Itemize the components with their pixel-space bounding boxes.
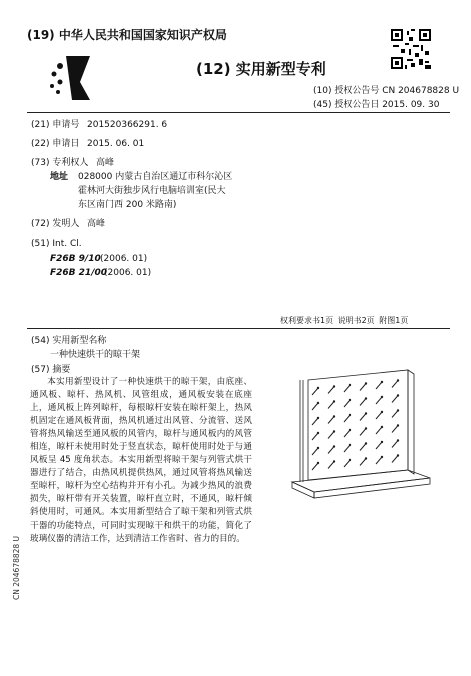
peg-joint xyxy=(317,447,319,449)
peg-joint xyxy=(333,400,335,402)
inventor-label: (72) 发明人 xyxy=(31,219,80,229)
peg-joint xyxy=(317,462,319,464)
peg-joint xyxy=(317,432,319,434)
drying-peg xyxy=(328,387,334,394)
peg-joint xyxy=(317,417,319,419)
abstract-text: 本实用新型设计了一种快速烘干的晾干架，由底座、通风板、晾杆、热风机、风管组成，通风板安装在底座上，通风板上阵列晾杆，每根晾杆安装在晾杆架上，热风机固定在通风板背面，热风机通过出风管、分流管、送风管将热风输送至通风板的风管内，晾杆与通风板内的风管相连，晾杆未使用时处于竖直状态，晾杆使用时处于与通风板呈 45 度角状态。本实用新型将晾干架与列管式烘干器进行了结合，由热风机提供热风，通过风管将热风输送至晾杆，晾杆为空心结构并开有小孔。为减少热风的浪费损失，晾杆带有开关装置，晾杆直立时，不通风，晾杆倾斜使用时，可通风。本实用新型结合了晾干架和列管式烘干器的功能特点，可同时实现晾干和烘干的功能，简化了玻璃仪器的清洁工作，达到清洁工作省时、省力的目的。 xyxy=(30,377,252,544)
drying-peg xyxy=(312,463,318,470)
peg-joint xyxy=(381,396,383,398)
drying-peg xyxy=(376,412,382,419)
drying-peg xyxy=(360,384,366,391)
cnipa-logo-icon xyxy=(46,52,106,104)
pub-number: (10) 授权公告号 CN 204678828 U xyxy=(313,86,460,96)
peg-joint xyxy=(381,456,383,458)
peg-joint xyxy=(397,409,399,411)
drying-peg xyxy=(344,400,350,407)
drying-peg xyxy=(344,460,350,467)
utility-title: 一种快速烘干的晾干架 xyxy=(50,350,141,360)
peg-joint xyxy=(333,445,335,447)
drying-peg xyxy=(344,445,350,452)
peg-joint xyxy=(317,387,319,389)
drying-peg xyxy=(392,426,398,433)
owner-label: (73) 专利权人 xyxy=(31,158,89,168)
drying-peg xyxy=(392,456,398,463)
peg-joint xyxy=(365,427,367,429)
base-front xyxy=(314,478,430,498)
peg-joint xyxy=(349,429,351,431)
peg-joint xyxy=(381,411,383,413)
drying-peg xyxy=(392,381,398,388)
drying-peg xyxy=(344,385,350,392)
peg-joint xyxy=(333,430,335,432)
ventilation-board-edge xyxy=(408,370,414,474)
drying-peg xyxy=(312,418,318,425)
drying-peg xyxy=(376,457,382,464)
address-label: 地址 xyxy=(50,172,69,182)
peg-joint xyxy=(333,415,335,417)
app-number-label: (21) 申请号 xyxy=(31,120,80,130)
office-name: (19) 中华人民共和国国家知识产权局 xyxy=(27,28,227,42)
base xyxy=(292,470,430,492)
abstract-label: (57) 摘要 xyxy=(31,365,71,375)
peg-joint xyxy=(349,414,351,416)
pub-date: (45) 授权公告日 2015. 09. 30 xyxy=(313,100,440,110)
drying-peg xyxy=(312,433,318,440)
drying-rack-figure xyxy=(278,368,438,500)
peg-joint xyxy=(381,441,383,443)
drying-peg xyxy=(376,397,382,404)
drying-peg xyxy=(360,399,366,406)
drying-peg xyxy=(392,441,398,448)
drying-peg xyxy=(360,429,366,436)
peg-joint xyxy=(365,382,367,384)
intcl-label: (51) Int. Cl. xyxy=(31,239,82,249)
base-side xyxy=(292,482,314,498)
qr-code-icon xyxy=(391,29,431,69)
drying-peg xyxy=(344,430,350,437)
drying-peg xyxy=(312,388,318,395)
side-pub-number: CN 204678828 U xyxy=(12,535,21,600)
peg-joint xyxy=(365,397,367,399)
inventor: 高峰 xyxy=(87,219,106,229)
address-line: 东区南门西 200 米路南) xyxy=(78,200,177,210)
peg-joint xyxy=(381,426,383,428)
peg-joint xyxy=(333,460,335,462)
drying-peg xyxy=(376,382,382,389)
drying-peg xyxy=(328,447,334,454)
intcl-code: F26B 9/10 xyxy=(50,254,101,264)
peg-joint xyxy=(365,442,367,444)
address-line: 028000 内蒙古自治区通辽市科尔沁区 xyxy=(78,172,233,182)
address-line: 霍林河大街独步风行电脑培训室(民大 xyxy=(78,186,226,196)
peg-joint xyxy=(349,399,351,401)
drying-peg xyxy=(328,402,334,409)
app-number: 201520366291. 6 xyxy=(87,120,168,130)
peg-joint xyxy=(365,457,367,459)
peg-joint xyxy=(349,459,351,461)
page-counts: 权利要求书1页 说明书2页 附图1页 xyxy=(280,316,409,325)
peg-joint xyxy=(397,424,399,426)
peg-joint xyxy=(397,394,399,396)
peg-joint xyxy=(317,402,319,404)
drying-peg xyxy=(376,427,382,434)
drying-peg xyxy=(328,462,334,469)
intcl-version: (2006. 01) xyxy=(104,268,152,278)
drying-peg xyxy=(376,442,382,449)
peg-joint xyxy=(397,439,399,441)
app-date: 2015. 06. 01 xyxy=(87,139,145,149)
drying-peg xyxy=(392,396,398,403)
peg-joint xyxy=(349,444,351,446)
doc-type: (12) 实用新型专利 xyxy=(196,60,326,78)
intcl-version: (2006. 01) xyxy=(100,254,148,264)
peg-joint xyxy=(349,384,351,386)
title-label: (54) 实用新型名称 xyxy=(31,336,107,346)
peg-joint xyxy=(381,381,383,383)
peg-joint xyxy=(397,454,399,456)
peg-joint xyxy=(333,385,335,387)
peg-joint xyxy=(397,379,399,381)
drying-peg xyxy=(360,414,366,421)
drying-peg xyxy=(312,448,318,455)
drying-peg xyxy=(392,411,398,418)
app-date-label: (22) 申请日 xyxy=(31,139,80,149)
drying-peg xyxy=(328,432,334,439)
peg-joint xyxy=(365,412,367,414)
drying-peg xyxy=(312,403,318,410)
intcl-code: F26B 21/00 xyxy=(50,268,108,278)
owner: 高峰 xyxy=(96,158,115,168)
drying-peg xyxy=(328,417,334,424)
drying-peg xyxy=(360,444,366,451)
drying-peg xyxy=(344,415,350,422)
drying-peg xyxy=(360,459,366,466)
